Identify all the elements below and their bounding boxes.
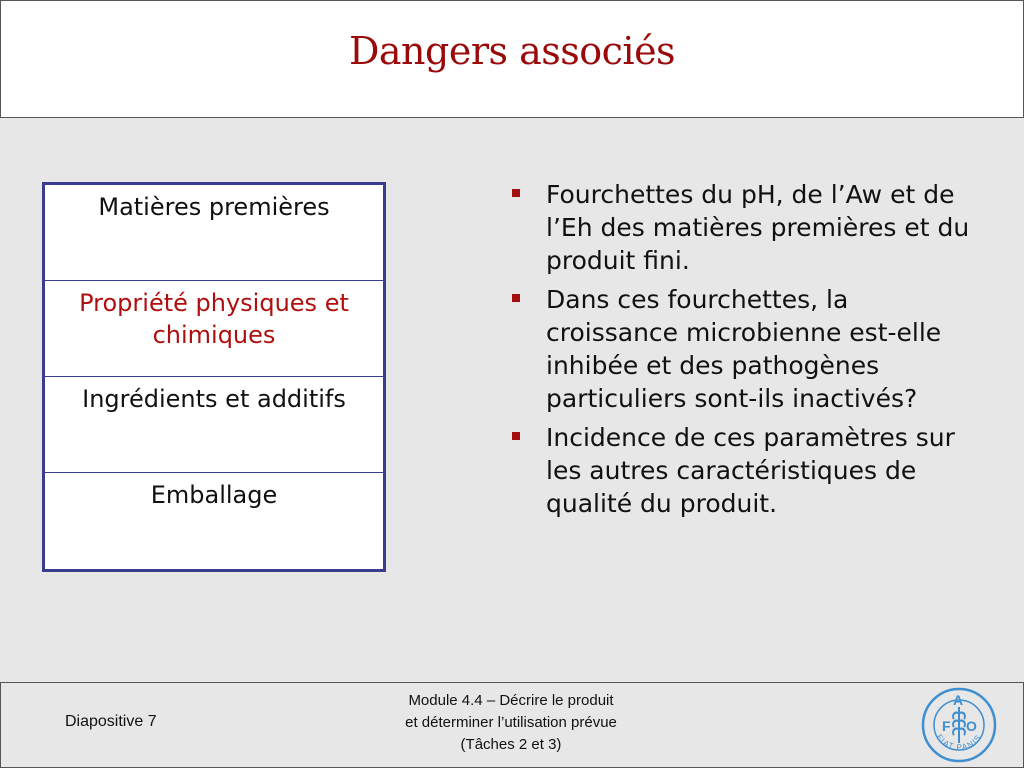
table-cell: Emballage [150,481,278,509]
logo-letter-a: A [953,692,964,708]
table-cell: Matières premières [45,185,383,281]
module-line: Module 4.4 – Décrire le produit [408,692,614,709]
bullet-list [506,178,976,526]
bullet-text: Dans ces fourchettes, la croissance microbienne est-elle inhibée et des pathogènes particuliers sont-ils inactivés? [546,285,942,413]
fao-logo [921,687,997,763]
slide-footer [0,682,1024,768]
bullet-text: Incidence de ces paramètres sur les autres caractéristiques de qualité du produit. [546,423,955,518]
bullet-item [506,178,976,277]
square-bullet-icon [512,189,520,197]
hazard-table [42,182,386,572]
table-cell: Ingrédients et additifs [45,377,383,473]
bullet-item [506,283,976,415]
slide-number: Diapositive 7 [65,713,157,730]
logo-letter-f: F [942,718,951,734]
bullet-item [506,421,976,520]
slide-content [0,118,1024,682]
module-caption [331,690,691,756]
slide-title: Dangers associés [348,29,676,73]
bullet-text: Fourchettes du pH, de l’Aw et de l’Eh des matières premières et du produit fini. [546,180,970,275]
logo-letter-o: O [966,718,977,734]
logo-motto-path: FIAT PANIS [934,732,984,752]
table-cell-highlighted: Propriété physiques et chimiques [45,281,383,377]
square-bullet-icon [512,294,520,302]
square-bullet-icon [512,432,520,440]
title-bar [0,0,1024,118]
module-line: et déterminer l’utilisation prévue [405,714,617,731]
module-line: (Tâches 2 et 3) [460,736,562,753]
